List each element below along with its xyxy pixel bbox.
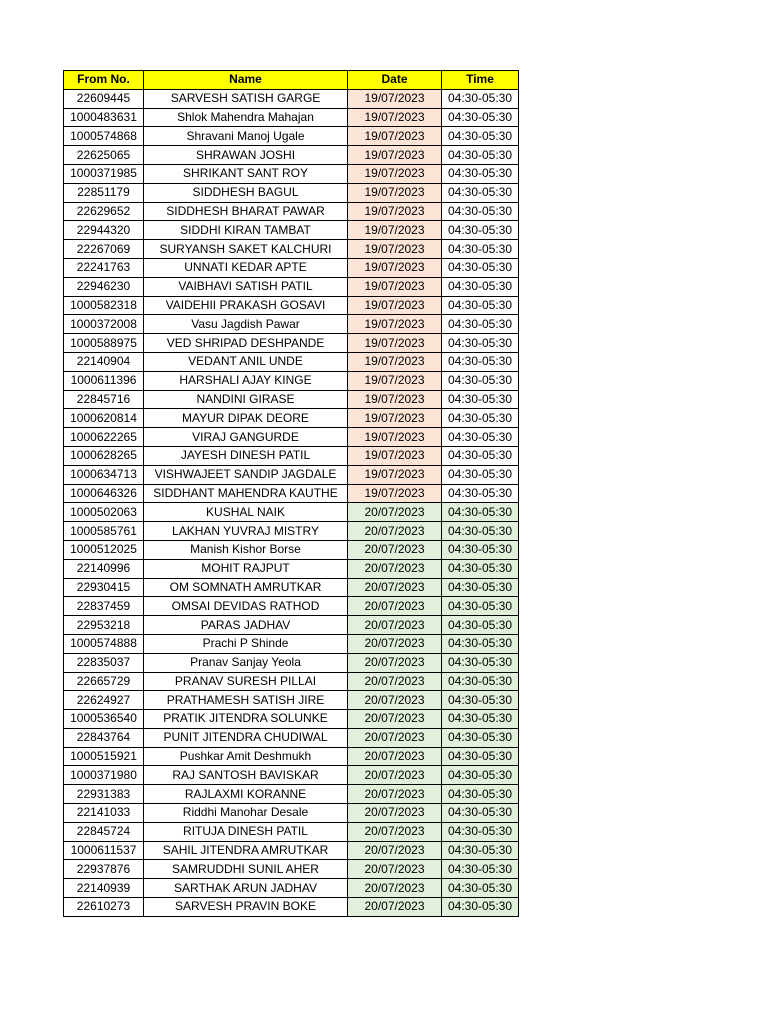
form-no-cell: 1000371980 xyxy=(64,766,144,785)
name-cell: PARAS JADHAV xyxy=(144,616,348,635)
table-row xyxy=(64,240,519,259)
name-cell: Manish Kishor Borse xyxy=(144,540,348,559)
name-cell: UNNATI KEDAR APTE xyxy=(144,258,348,277)
table-row xyxy=(64,540,519,559)
form-no-cell: 22140904 xyxy=(64,352,144,371)
name-cell: SIDDHI KIRAN TAMBAT xyxy=(144,221,348,240)
date-cell: 20/07/2023 xyxy=(348,747,442,766)
time-cell: 04:30-05:30 xyxy=(442,89,519,108)
name-cell: Pushkar Amit Deshmukh xyxy=(144,747,348,766)
name-cell: OMSAI DEVIDAS RATHOD xyxy=(144,597,348,616)
table-row xyxy=(64,164,519,183)
name-cell: PRATHAMESH SATISH JIRE xyxy=(144,691,348,710)
form-no-cell: 22944320 xyxy=(64,221,144,240)
header-date: Date xyxy=(348,71,442,90)
name-cell: VAIBHAVI SATISH PATIL xyxy=(144,277,348,296)
date-cell: 19/07/2023 xyxy=(348,146,442,165)
header-form-no: From No. xyxy=(64,71,144,90)
time-cell: 04:30-05:30 xyxy=(442,315,519,334)
form-no-cell: 1000634713 xyxy=(64,465,144,484)
form-no-cell: 1000646326 xyxy=(64,484,144,503)
time-cell: 04:30-05:30 xyxy=(442,804,519,823)
name-cell: SIDDHANT MAHENDRA KAUTHE xyxy=(144,484,348,503)
form-no-cell: 22610273 xyxy=(64,898,144,917)
table-row xyxy=(64,258,519,277)
name-cell: SHRIKANT SANT ROY xyxy=(144,164,348,183)
time-cell: 04:30-05:30 xyxy=(442,503,519,522)
name-cell: SARTHAK ARUN JADHAV xyxy=(144,879,348,898)
name-cell: MOHIT RAJPUT xyxy=(144,559,348,578)
form-no-cell: 22931383 xyxy=(64,785,144,804)
form-no-cell: 22241763 xyxy=(64,258,144,277)
name-cell: SIDDHESH BAGUL xyxy=(144,183,348,202)
table-row xyxy=(64,728,519,747)
table-row xyxy=(64,597,519,616)
name-cell: Vasu Jagdish Pawar xyxy=(144,315,348,334)
time-cell: 04:30-05:30 xyxy=(442,691,519,710)
name-cell: PRANAV SURESH PILLAI xyxy=(144,672,348,691)
table-row xyxy=(64,446,519,465)
form-no-cell: 22624927 xyxy=(64,691,144,710)
time-cell: 04:30-05:30 xyxy=(442,334,519,353)
date-cell: 20/07/2023 xyxy=(348,559,442,578)
form-no-cell: 22946230 xyxy=(64,277,144,296)
time-cell: 04:30-05:30 xyxy=(442,183,519,202)
time-cell: 04:30-05:30 xyxy=(442,371,519,390)
time-cell: 04:30-05:30 xyxy=(442,785,519,804)
date-cell: 20/07/2023 xyxy=(348,634,442,653)
date-cell: 19/07/2023 xyxy=(348,465,442,484)
time-cell: 04:30-05:30 xyxy=(442,240,519,259)
name-cell: RITUJA DINESH PATIL xyxy=(144,822,348,841)
time-cell: 04:30-05:30 xyxy=(442,446,519,465)
time-cell: 04:30-05:30 xyxy=(442,653,519,672)
table-row xyxy=(64,672,519,691)
time-cell: 04:30-05:30 xyxy=(442,352,519,371)
date-cell: 20/07/2023 xyxy=(348,822,442,841)
table-row xyxy=(64,315,519,334)
date-cell: 19/07/2023 xyxy=(348,334,442,353)
table-row xyxy=(64,146,519,165)
form-no-cell: 22629652 xyxy=(64,202,144,221)
form-no-cell: 22835037 xyxy=(64,653,144,672)
table-row xyxy=(64,804,519,823)
date-cell: 19/07/2023 xyxy=(348,202,442,221)
form-no-cell: 1000483631 xyxy=(64,108,144,127)
table-row xyxy=(64,503,519,522)
date-cell: 19/07/2023 xyxy=(348,89,442,108)
name-cell: SIDDHESH BHARAT PAWAR xyxy=(144,202,348,221)
date-cell: 20/07/2023 xyxy=(348,616,442,635)
date-cell: 20/07/2023 xyxy=(348,540,442,559)
name-cell: VIRAJ GANGURDE xyxy=(144,428,348,447)
time-cell: 04:30-05:30 xyxy=(442,634,519,653)
name-cell: OM SOMNATH AMRUTKAR xyxy=(144,578,348,597)
date-cell: 19/07/2023 xyxy=(348,183,442,202)
name-cell: KUSHAL NAIK xyxy=(144,503,348,522)
form-no-cell: 1000611396 xyxy=(64,371,144,390)
table-row xyxy=(64,522,519,541)
time-cell: 04:30-05:30 xyxy=(442,258,519,277)
date-cell: 19/07/2023 xyxy=(348,352,442,371)
time-cell: 04:30-05:30 xyxy=(442,540,519,559)
time-cell: 04:30-05:30 xyxy=(442,879,519,898)
form-no-cell: 22843764 xyxy=(64,728,144,747)
time-cell: 04:30-05:30 xyxy=(442,898,519,917)
header-row xyxy=(64,71,519,90)
table-row xyxy=(64,898,519,917)
time-cell: 04:30-05:30 xyxy=(442,390,519,409)
form-no-cell: 1000536540 xyxy=(64,710,144,729)
form-no-cell: 1000611537 xyxy=(64,841,144,860)
table-row xyxy=(64,277,519,296)
form-no-cell: 1000515921 xyxy=(64,747,144,766)
time-cell: 04:30-05:30 xyxy=(442,108,519,127)
date-cell: 20/07/2023 xyxy=(348,672,442,691)
time-cell: 04:30-05:30 xyxy=(442,559,519,578)
table-row xyxy=(64,766,519,785)
form-no-cell: 22837459 xyxy=(64,597,144,616)
time-cell: 04:30-05:30 xyxy=(442,672,519,691)
time-cell: 04:30-05:30 xyxy=(442,221,519,240)
table-row xyxy=(64,634,519,653)
table-row xyxy=(64,390,519,409)
form-no-cell: 22845724 xyxy=(64,822,144,841)
time-cell: 04:30-05:30 xyxy=(442,597,519,616)
date-cell: 20/07/2023 xyxy=(348,691,442,710)
form-no-cell: 22851179 xyxy=(64,183,144,202)
name-cell: SAHIL JITENDRA AMRUTKAR xyxy=(144,841,348,860)
table-row xyxy=(64,841,519,860)
date-cell: 20/07/2023 xyxy=(348,503,442,522)
date-cell: 20/07/2023 xyxy=(348,728,442,747)
name-cell: JAYESH DINESH PATIL xyxy=(144,446,348,465)
table-row xyxy=(64,202,519,221)
form-no-cell: 22953218 xyxy=(64,616,144,635)
table-row xyxy=(64,559,519,578)
schedule-table xyxy=(63,70,519,917)
time-cell: 04:30-05:30 xyxy=(442,710,519,729)
date-cell: 20/07/2023 xyxy=(348,653,442,672)
form-no-cell: 1000502063 xyxy=(64,503,144,522)
table-row xyxy=(64,785,519,804)
name-cell: RAJLAXMI KORANNE xyxy=(144,785,348,804)
date-cell: 19/07/2023 xyxy=(348,277,442,296)
form-no-cell: 22665729 xyxy=(64,672,144,691)
form-no-cell: 22625065 xyxy=(64,146,144,165)
form-no-cell: 1000582318 xyxy=(64,296,144,315)
form-no-cell: 1000372008 xyxy=(64,315,144,334)
table-row xyxy=(64,352,519,371)
table-row xyxy=(64,465,519,484)
form-no-cell: 1000585761 xyxy=(64,522,144,541)
time-cell: 04:30-05:30 xyxy=(442,766,519,785)
date-cell: 20/07/2023 xyxy=(348,766,442,785)
date-cell: 19/07/2023 xyxy=(348,258,442,277)
table-row xyxy=(64,578,519,597)
form-no-cell: 1000622265 xyxy=(64,428,144,447)
name-cell: RAJ SANTOSH BAVISKAR xyxy=(144,766,348,785)
form-no-cell: 22845716 xyxy=(64,390,144,409)
time-cell: 04:30-05:30 xyxy=(442,277,519,296)
time-cell: 04:30-05:30 xyxy=(442,522,519,541)
name-cell: Pranav Sanjay Yeola xyxy=(144,653,348,672)
date-cell: 20/07/2023 xyxy=(348,860,442,879)
date-cell: 19/07/2023 xyxy=(348,240,442,259)
name-cell: SURYANSH SAKET KALCHURI xyxy=(144,240,348,259)
date-cell: 20/07/2023 xyxy=(348,597,442,616)
form-no-cell: 22140939 xyxy=(64,879,144,898)
form-no-cell: 1000574888 xyxy=(64,634,144,653)
name-cell: HARSHALI AJAY KINGE xyxy=(144,371,348,390)
time-cell: 04:30-05:30 xyxy=(442,465,519,484)
date-cell: 19/07/2023 xyxy=(348,221,442,240)
time-cell: 04:30-05:30 xyxy=(442,146,519,165)
table-row xyxy=(64,89,519,108)
date-cell: 20/07/2023 xyxy=(348,710,442,729)
table-row xyxy=(64,371,519,390)
name-cell: VAIDEHII PRAKASH GOSAVI xyxy=(144,296,348,315)
name-cell: SARVESH SATISH GARGE xyxy=(144,89,348,108)
table-row xyxy=(64,334,519,353)
table-row xyxy=(64,747,519,766)
date-cell: 19/07/2023 xyxy=(348,409,442,428)
table-row xyxy=(64,879,519,898)
form-no-cell: 1000628265 xyxy=(64,446,144,465)
date-cell: 19/07/2023 xyxy=(348,108,442,127)
table-row xyxy=(64,183,519,202)
table-row xyxy=(64,484,519,503)
date-cell: 20/07/2023 xyxy=(348,785,442,804)
table-row xyxy=(64,822,519,841)
time-cell: 04:30-05:30 xyxy=(442,484,519,503)
form-no-cell: 22930415 xyxy=(64,578,144,597)
date-cell: 19/07/2023 xyxy=(348,164,442,183)
time-cell: 04:30-05:30 xyxy=(442,296,519,315)
date-cell: 19/07/2023 xyxy=(348,127,442,146)
form-no-cell: 22937876 xyxy=(64,860,144,879)
table-row xyxy=(64,860,519,879)
table-row xyxy=(64,616,519,635)
name-cell: SHRAWAN JOSHI xyxy=(144,146,348,165)
table-row xyxy=(64,127,519,146)
table-row xyxy=(64,691,519,710)
form-no-cell: 1000588975 xyxy=(64,334,144,353)
date-cell: 19/07/2023 xyxy=(348,446,442,465)
date-cell: 19/07/2023 xyxy=(348,390,442,409)
date-cell: 20/07/2023 xyxy=(348,578,442,597)
date-cell: 19/07/2023 xyxy=(348,484,442,503)
form-no-cell: 22267069 xyxy=(64,240,144,259)
form-no-cell: 1000371985 xyxy=(64,164,144,183)
time-cell: 04:30-05:30 xyxy=(442,164,519,183)
name-cell: VISHWAJEET SANDIP JAGDALE xyxy=(144,465,348,484)
name-cell: PUNIT JITENDRA CHUDIWAL xyxy=(144,728,348,747)
table-row xyxy=(64,710,519,729)
date-cell: 19/07/2023 xyxy=(348,428,442,447)
time-cell: 04:30-05:30 xyxy=(442,822,519,841)
date-cell: 20/07/2023 xyxy=(348,841,442,860)
time-cell: 04:30-05:30 xyxy=(442,578,519,597)
name-cell: Shravani Manoj Ugale xyxy=(144,127,348,146)
time-cell: 04:30-05:30 xyxy=(442,409,519,428)
date-cell: 19/07/2023 xyxy=(348,296,442,315)
table-row xyxy=(64,296,519,315)
name-cell: NANDINI GIRASE xyxy=(144,390,348,409)
time-cell: 04:30-05:30 xyxy=(442,728,519,747)
time-cell: 04:30-05:30 xyxy=(442,747,519,766)
header-time: Time xyxy=(442,71,519,90)
date-cell: 19/07/2023 xyxy=(348,315,442,334)
table-row xyxy=(64,428,519,447)
form-no-cell: 22140996 xyxy=(64,559,144,578)
date-cell: 20/07/2023 xyxy=(348,804,442,823)
name-cell: SAMRUDDHI SUNIL AHER xyxy=(144,860,348,879)
time-cell: 04:30-05:30 xyxy=(442,860,519,879)
time-cell: 04:30-05:30 xyxy=(442,428,519,447)
name-cell: VEDANT ANIL UNDE xyxy=(144,352,348,371)
name-cell: LAKHAN YUVRAJ MISTRY xyxy=(144,522,348,541)
table-row xyxy=(64,653,519,672)
name-cell: Riddhi Manohar Desale xyxy=(144,804,348,823)
date-cell: 20/07/2023 xyxy=(348,898,442,917)
name-cell: SARVESH PRAVIN BOKE xyxy=(144,898,348,917)
time-cell: 04:30-05:30 xyxy=(442,127,519,146)
date-cell: 20/07/2023 xyxy=(348,522,442,541)
time-cell: 04:30-05:30 xyxy=(442,616,519,635)
name-cell: VED SHRIPAD DESHPANDE xyxy=(144,334,348,353)
name-cell: PRATIK JITENDRA SOLUNKE xyxy=(144,710,348,729)
time-cell: 04:30-05:30 xyxy=(442,841,519,860)
date-cell: 19/07/2023 xyxy=(348,371,442,390)
name-cell: Prachi P Shinde xyxy=(144,634,348,653)
form-no-cell: 1000512025 xyxy=(64,540,144,559)
name-cell: Shlok Mahendra Mahajan xyxy=(144,108,348,127)
form-no-cell: 22609445 xyxy=(64,89,144,108)
name-cell: MAYUR DIPAK DEORE xyxy=(144,409,348,428)
table-row xyxy=(64,221,519,240)
time-cell: 04:30-05:30 xyxy=(442,202,519,221)
form-no-cell: 22141033 xyxy=(64,804,144,823)
form-no-cell: 1000620814 xyxy=(64,409,144,428)
table-row xyxy=(64,409,519,428)
form-no-cell: 1000574868 xyxy=(64,127,144,146)
date-cell: 20/07/2023 xyxy=(348,879,442,898)
header-name: Name xyxy=(144,71,348,90)
table-row xyxy=(64,108,519,127)
